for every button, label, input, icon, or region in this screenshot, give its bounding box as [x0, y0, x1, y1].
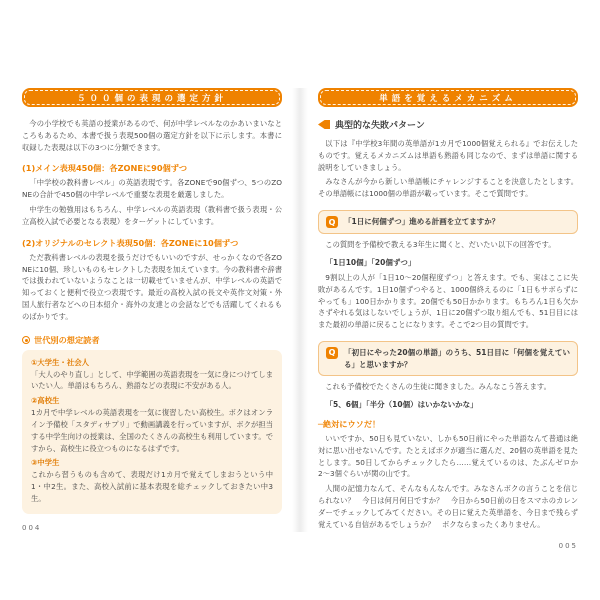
q-badge-icon: Q	[326, 216, 338, 228]
right-paragraph-7: 人間の記憶力なんて、そんなもんなんです。みなさんボクの言うことを信じられない？ 今日は何月何日ですか？ 今日から50日前の日をスマホのカレンダーでチェックしてみてください。その日に覚えた英単語を、今日まで残らず覚えている自信があるでしょうか？ ボクならまったくありません。	[318, 484, 578, 529]
question-2-text: 「初日にやった20個の単語」のうち、51日目に「何個を覚えている」と思いますか？	[344, 347, 570, 369]
student-answer-2: 「5、6個」「半分（10個）はいかないかな」	[325, 400, 478, 409]
left-page-header-text: ５００個の表現の選定方針	[76, 94, 227, 104]
reader-group-text: 1カ月で中学レベルの英語表現を一気に復習したい高校生。ボクはオンライン予備校「スタディサプリ」で動画講義を行っていますが、ボクが担当する中学生向けの授業は、全国のたくさんの高校生も利用しています。ですから、高校生に役立つものになるはずです。	[31, 408, 273, 453]
question-box-1	[318, 210, 578, 234]
reader-group-text: 「大人のやり直し」として、中学範囲の英語表現を一気に身につけてしまいたい人。単語はもちろん、熟語などの表現に不安がある人。	[31, 369, 273, 391]
reader-group-label: ③中学生	[31, 458, 60, 468]
left-page-header-ribbon	[22, 88, 282, 107]
section2-paragraph: ただ教科書レベルの表現を扱うだけでもいいのですが、せっかくなので各ZONEに10個、珍しいものもセレクトした表現を加えています。今の教科書や辞書では扱われていないようなことは一切載せていませんが、中学レベルの英語で知っておくと便利で役立つ表現です。最近の高校入試の長文や英作文対策・外国人旅行者などへの日本紹介・海外の友達との会話などでも活躍してくれるものばかりです。	[22, 252, 282, 321]
right-paragraph-5: これも予備校でたくさんの生徒に聞きました。みんなこう答えます。	[325, 382, 551, 392]
reader-group-label: ②高校生	[31, 396, 60, 406]
question-box-2	[318, 341, 578, 376]
reader-group-highschool	[31, 395, 273, 454]
failure-pattern-title-text: 典型的な失敗パターン	[335, 121, 425, 131]
question-1-text: 「1日に何個ずつ」進める計画を立てますか？	[344, 217, 500, 227]
readers-title-text: 世代別の想定読者	[34, 334, 100, 345]
failure-pattern-heading	[318, 118, 578, 131]
right-page-header-ribbon	[318, 88, 578, 107]
section1-paragraph-2: 中学生の勉強用はもちろん、中学レベルの英語表現（教科書で扱う表現・公立高校入試で必要となる表現）をターゲットにしています。	[22, 205, 282, 226]
reader-group-text: これから習うものも含めて、表現だけ1カ月で覚えてしまおうという中1・中2生。また、高校入試前に基本表現を総チェックしておきたい中3生。	[31, 470, 273, 504]
page-number-right: 005	[558, 541, 578, 550]
two-page-spread	[14, 88, 586, 550]
right-paragraph-2: みなさんが今から新しい単語帳にチャレンジすることを決意したとします。その単語帳には1000個の単語が載っています。そこで質問です。	[318, 177, 578, 199]
reader-group-university	[31, 357, 273, 393]
left-intro-paragraph: 今の小学校でも英語の授業があるので、何が中学レベルなのかあいまいなところもあるため、本書で扱う表現500個の選定方針を以下に示します。本書に収録した表現は以下の3つに分類できます。	[22, 119, 282, 152]
target-circle-icon	[22, 336, 30, 344]
section1-paragraph-1: 「中学校の教科書レベル」の英語表現です。各ZONEで90個ずつ、5つのZONEの合計で450個の中学レベルで重要な表現を厳選しました。	[22, 178, 282, 200]
right-paragraph-4: 9割以上の人が「1日10〜20個程度ずつ」と答えます。でも、実はここに失敗があるんです。1日10個ずつやると、1000個終えるのに「1日もサボらずにやっても」100日かかります。20個でも50日かかります。もちろん1日も欠かさずやれる気はしないでしょうが、1日に20個ずつ取り組んでも、51日目にはまた最初の単語に戻ることになります。そこで2つ目の質問です。	[318, 272, 578, 330]
reader-group-label: ①大学生・社会人	[31, 357, 89, 367]
reader-group-juniorhigh	[31, 457, 273, 504]
right-page	[300, 88, 586, 550]
right-page-header-text: 単語を覚えるメカニズム	[379, 94, 517, 104]
readers-section-title	[22, 335, 282, 346]
student-answer-1: 「1日10個」「20個ずつ」	[325, 257, 416, 267]
right-paragraph-3: この質問を予備校で教える3年生に聞くと、だいたい以下の回答です。	[325, 240, 556, 250]
lie-heading: ─絶対にウソだ！	[318, 419, 381, 429]
section1-heading: (1)メイン表現450個：各ZONEに90個ずつ	[22, 163, 188, 174]
right-paragraph-6: いいですか、50日も見ていない、しかも50日前にやった単語なんて普通は絶対に思い出せないんです。たとえばボクが適当に選んだ、20個の英単語を見たとします。50日してからチェックしたら……覚えているのは、たぶんゼロか2〜3個ぐらいが関の山です。	[318, 434, 578, 479]
right-paragraph-1: 以下は『中学校3年間の英単語が1カ月で1000個覚えられる』でお伝えしたものです。覚えるメカニズムは単語も熟語も同じなので、まずは単語に関する説明をしていきましょう。	[318, 139, 578, 172]
flag-icon	[318, 120, 330, 129]
section2-heading: (2)オリジナルのセレクト表現50個：各ZONEに10個ずつ	[22, 237, 239, 248]
readers-box	[22, 350, 282, 514]
page-number-left: 004	[22, 524, 42, 532]
q-badge-icon: Q	[326, 347, 338, 359]
left-page	[14, 88, 300, 532]
